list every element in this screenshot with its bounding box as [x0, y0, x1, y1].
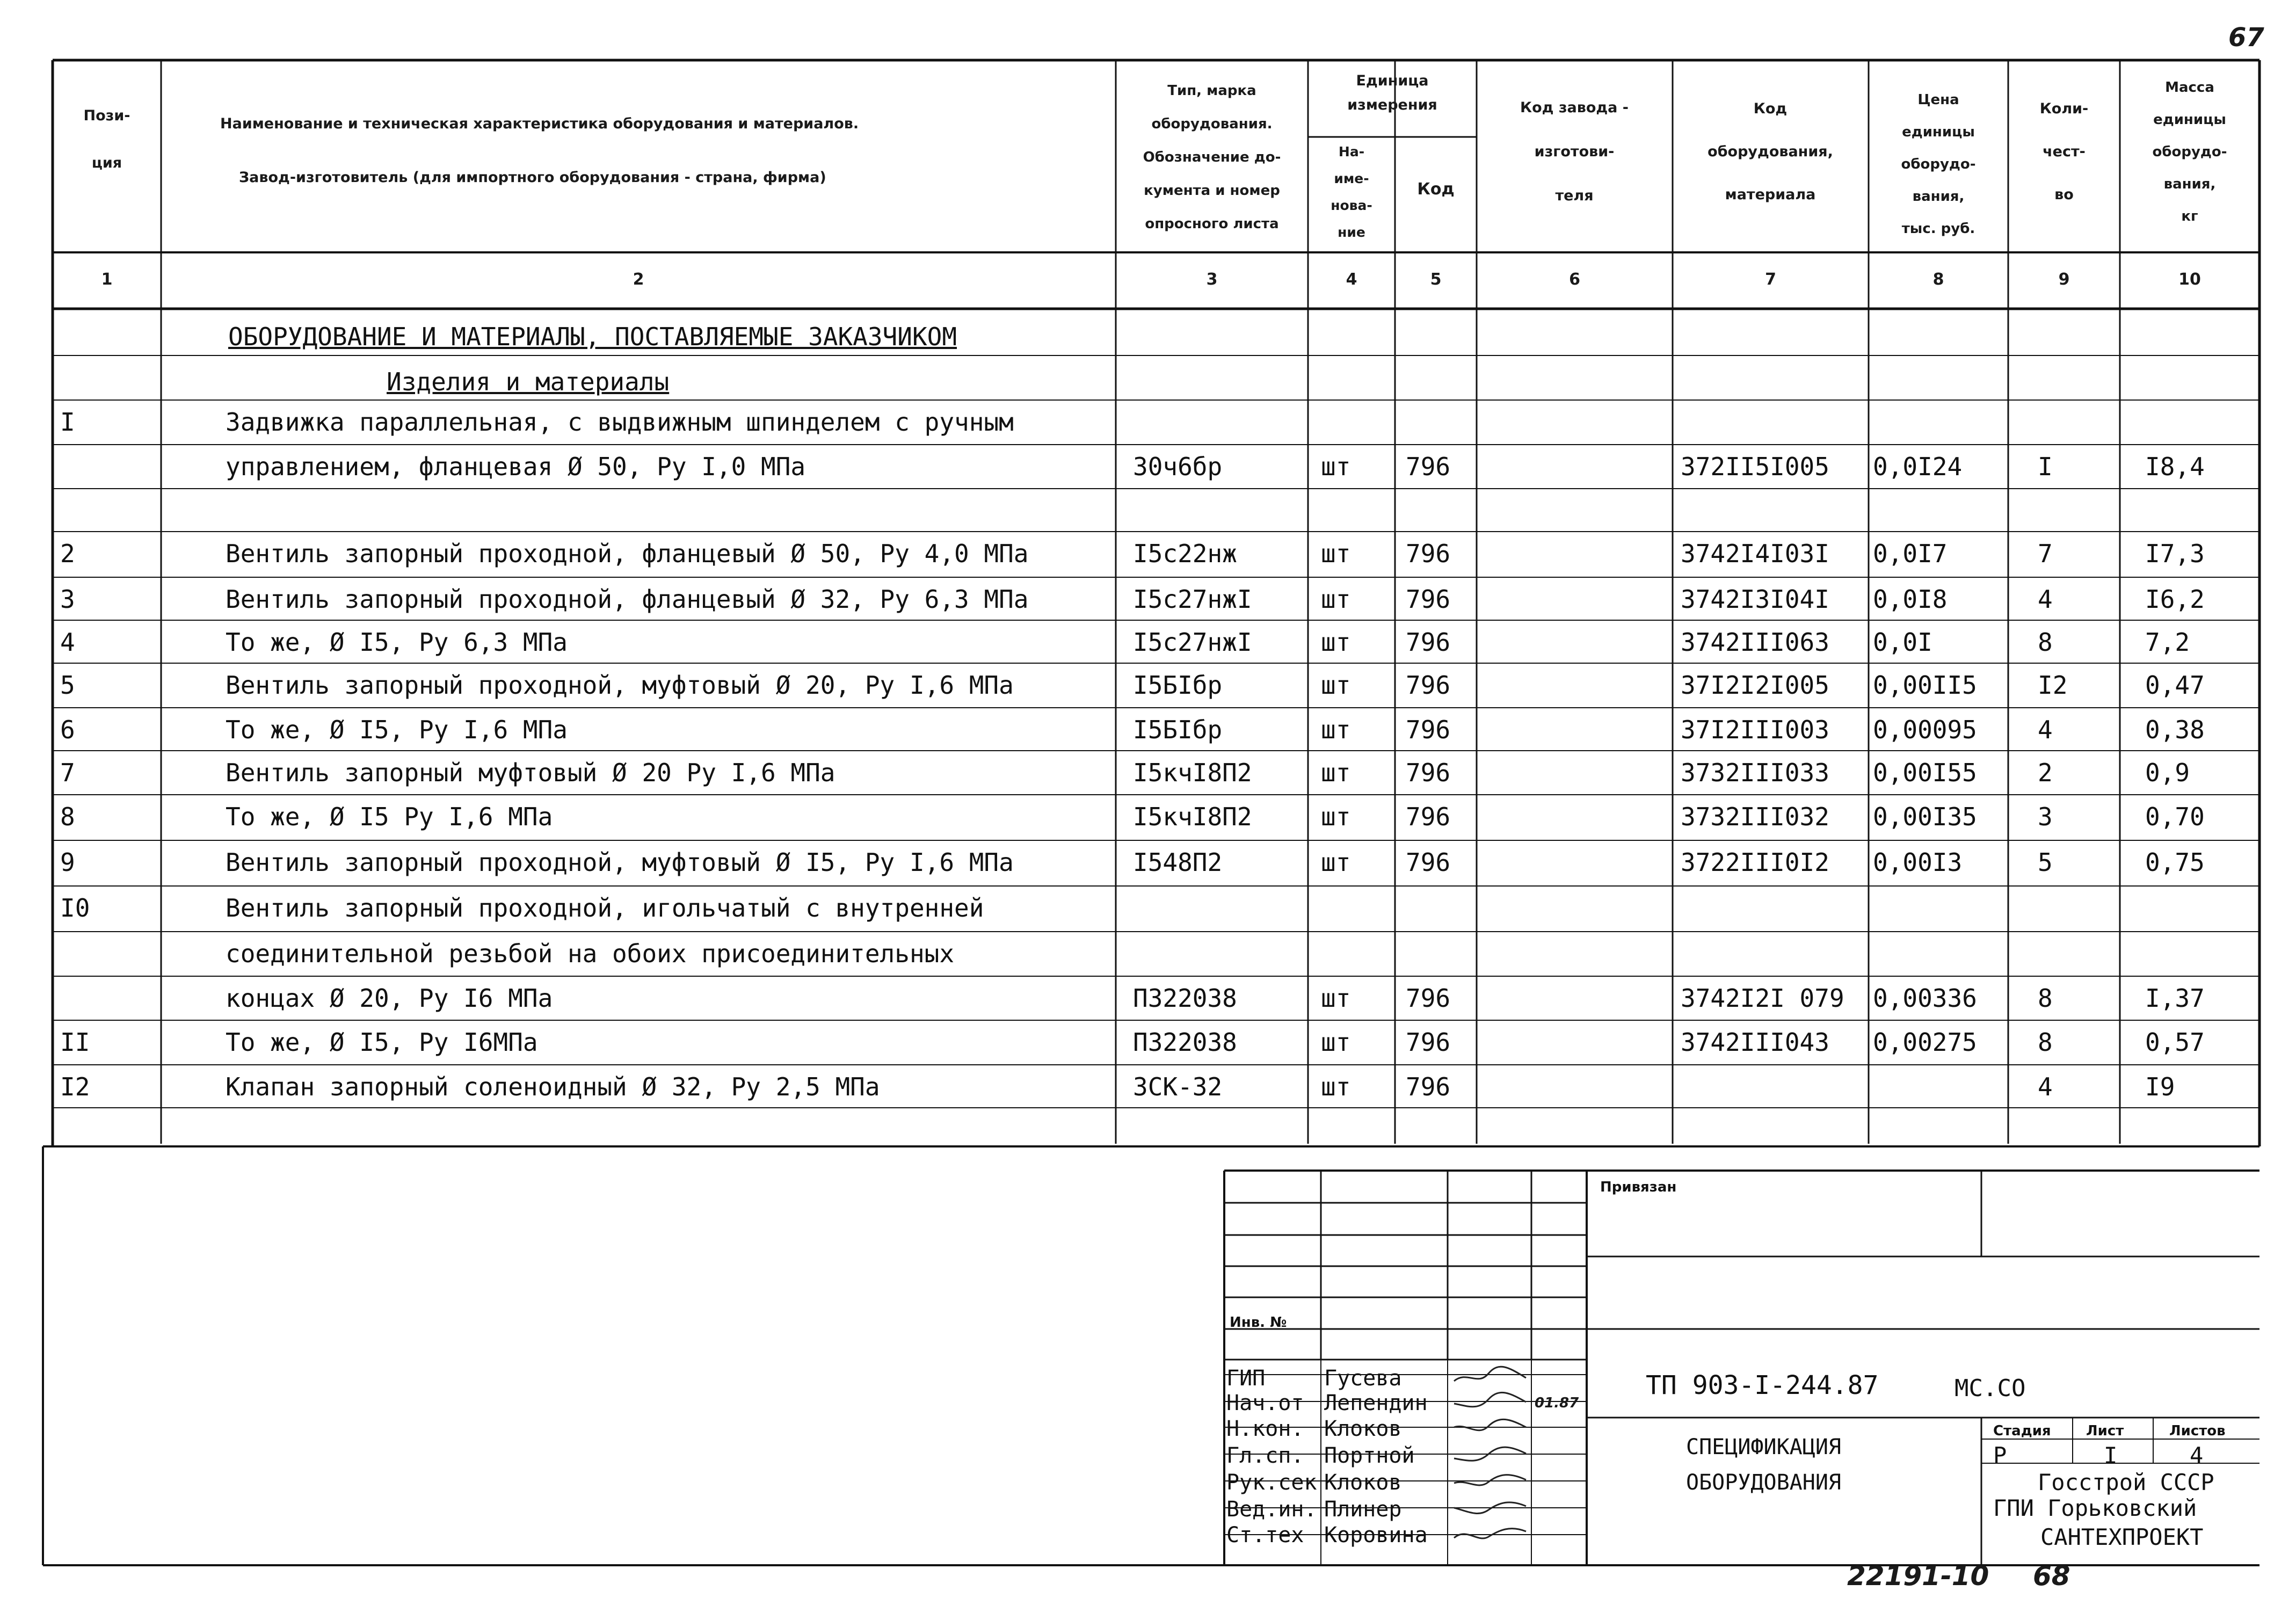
column-number-8: 8 — [1932, 270, 1944, 289]
cell-mass: I8,4 — [2145, 452, 2205, 481]
cell-type: I5c22нж — [1133, 539, 1237, 568]
stamp-name: Гусева — [1324, 1366, 1402, 1391]
stamp-name: Плинер — [1324, 1497, 1402, 1522]
cell-unit: шт — [1321, 715, 1351, 744]
cell-code: 796 — [1406, 671, 1451, 700]
cell-name: То же, Ø I5, Ру 6,3 МПа — [226, 628, 568, 657]
cell-unit: шт — [1321, 758, 1351, 787]
cell-equip-code: 3742I3I04I — [1681, 585, 1829, 614]
stage-label: Стадия — [1993, 1423, 2051, 1439]
cell-qty: 8 — [2038, 1028, 2053, 1057]
cell-qty: 5 — [2038, 848, 2053, 877]
column-number-9: 9 — [2058, 270, 2070, 289]
cell-mass: 0,9 — [2145, 758, 2190, 787]
signature-icon — [1451, 1415, 1531, 1440]
header-type-line-3: Обозначение до- — [1143, 149, 1281, 165]
cell-name: Вентиль запорный проходной, муфтовый Ø 20, Ру I,6 МПа — [226, 671, 1014, 700]
column-number-1: 1 — [101, 270, 113, 289]
column-number-7: 7 — [1765, 270, 1776, 289]
header-unit-name-line-1: На- — [1338, 144, 1365, 159]
signature-date: 01.87 — [1535, 1395, 1579, 1411]
cell-type: I5БIбр — [1133, 715, 1223, 744]
cell-unit: шт — [1321, 1072, 1351, 1101]
cell-pos: I2 — [60, 1072, 90, 1101]
signature-icon — [1451, 1442, 1531, 1467]
section-title: ОБОРУДОВАНИЕ И МАТЕРИАЛЫ, ПОСТАВЛЯЕМЫЕ ЗАКАЗЧИКОМ — [228, 322, 957, 351]
stamp-role: Н.кон. — [1226, 1417, 1304, 1441]
cell-code: 796 — [1406, 1028, 1451, 1057]
cell-pos: 7 — [60, 758, 75, 787]
cell-qty: 7 — [2038, 539, 2053, 568]
sheet-value: I — [2104, 1442, 2118, 1469]
header-mass-line-3: оборудо- — [2152, 144, 2227, 160]
cell-price: 0,0I24 — [1873, 452, 1963, 481]
cell-qty: I2 — [2038, 671, 2068, 700]
page-number-top: 67 — [2228, 23, 2264, 53]
cell-name: То же, Ø I5, Ру I6МПа — [226, 1028, 538, 1057]
cell-qty: I — [2038, 452, 2053, 481]
header-price-line-1: Цена — [1917, 92, 1959, 108]
cell-code: 796 — [1406, 1072, 1451, 1101]
cell-type: I5БIбр — [1133, 671, 1223, 700]
cell-price: 0,00336 — [1873, 984, 1977, 1013]
signature-icon — [1451, 1469, 1531, 1494]
cell-type: П322038 — [1133, 984, 1237, 1013]
stamp-role: Ст.тех — [1226, 1523, 1304, 1548]
cell-equip-code: 3722III0I2 — [1681, 848, 1829, 877]
cell-unit: шт — [1321, 671, 1351, 700]
cell-type: 3СК-32 — [1133, 1072, 1223, 1101]
cell-mass: 0,75 — [2145, 848, 2205, 877]
cell-pos: I0 — [60, 894, 90, 923]
cell-name: управлением, фланцевая Ø 50, Ру I,0 МПа — [226, 452, 806, 481]
header-price-line-5: тыс. руб. — [1901, 221, 1975, 237]
cell-price: 0,00275 — [1873, 1028, 1977, 1057]
stamp-role: ГИП — [1226, 1366, 1266, 1391]
cell-equip-code: 3742I2I 079 — [1681, 984, 1844, 1013]
cell-type: I5c27нжI — [1133, 628, 1252, 657]
cell-type: I548П2 — [1133, 848, 1223, 877]
header-price-line-4: вания, — [1912, 188, 1965, 205]
document-suffix: МС.СО — [1954, 1375, 2026, 1402]
stamp-name: Клоков — [1324, 1470, 1402, 1495]
cell-name: концах Ø 20, Ру I6 МПа — [226, 984, 553, 1013]
cell-equip-code: 37I2III003 — [1681, 715, 1829, 744]
inventory-number-label: Инв. № — [1230, 1314, 1287, 1331]
column-number-3: 3 — [1206, 270, 1218, 289]
cell-equip-code: 372II5I005 — [1681, 452, 1829, 481]
cell-qty: 8 — [2038, 628, 2053, 657]
cell-unit: шт — [1321, 452, 1351, 481]
stamp-name: Портной — [1324, 1443, 1415, 1468]
org-line1: Госстрой СССР — [2038, 1469, 2214, 1495]
cell-type: I5кчI8П2 — [1133, 758, 1252, 787]
column-number-4: 4 — [1346, 270, 1357, 289]
cell-code: 796 — [1406, 585, 1451, 614]
cell-price: 0,00II5 — [1873, 671, 1977, 700]
stamp-role: Нач.от — [1226, 1391, 1304, 1415]
cell-name: Вентиль запорный проходной, фланцевый Ø 32, Ру 6,3 МПа — [226, 585, 1029, 614]
cell-code: 796 — [1406, 984, 1451, 1013]
cell-code: 796 — [1406, 452, 1451, 481]
cell-mass: 0,47 — [2145, 671, 2205, 700]
cell-mass: I,37 — [2145, 984, 2205, 1013]
cell-qty: 2 — [2038, 758, 2053, 787]
column-number-6: 6 — [1569, 270, 1580, 289]
header-type-line-5: опросного листа — [1145, 216, 1279, 232]
cell-equip-code: 3742III043 — [1681, 1028, 1829, 1057]
cell-qty: 4 — [2038, 715, 2053, 744]
cell-qty: 4 — [2038, 585, 2053, 614]
cell-qty: 8 — [2038, 984, 2053, 1013]
header-unit-group-line-1: Единица — [1356, 72, 1429, 89]
header-unit-name-line-4: ние — [1338, 224, 1365, 240]
cell-equip-code: 3742I4I03I — [1681, 539, 1829, 568]
cell-unit: шт — [1321, 984, 1351, 1013]
header-name-line-1: Наименование и техническая характеристика оборудования и материалов. — [220, 115, 859, 132]
cell-code: 796 — [1406, 848, 1451, 877]
header-name-line-2: Завод-изготовитель (для импортного оборудования - страна, фирма) — [239, 169, 826, 186]
privyazan-label: Привязан — [1600, 1179, 1677, 1195]
document-title-line1: СПЕЦИФИКАЦИЯ — [1686, 1435, 1841, 1459]
header-equipment-code-line-3: материала — [1725, 186, 1816, 203]
header-type-line-1: Тип, марка — [1167, 83, 1256, 99]
cell-unit: шт — [1321, 1028, 1351, 1057]
cell-mass: I6,2 — [2145, 585, 2205, 614]
header-mass-line-2: единицы — [2153, 112, 2226, 128]
cell-pos: 5 — [60, 671, 75, 700]
header-type-line-4: кумента и номер — [1144, 183, 1280, 199]
archive-number: 22191-10 — [1847, 1560, 1989, 1592]
cell-equip-code: 3732III032 — [1681, 802, 1829, 831]
cell-mass: 0,57 — [2145, 1028, 2205, 1057]
cell-type: П322038 — [1133, 1028, 1237, 1057]
cell-code: 796 — [1406, 628, 1451, 657]
cell-mass: I9 — [2145, 1072, 2175, 1101]
header-mass-line-5: кг — [2181, 208, 2198, 224]
cell-pos: 2 — [60, 539, 75, 568]
column-number-2: 2 — [633, 270, 644, 289]
header-price-line-2: единицы — [1902, 124, 1975, 140]
sheets-label: Листов — [2169, 1423, 2226, 1439]
stamp-name: Коровина — [1324, 1523, 1428, 1548]
cell-name: То же, Ø I5, Ру I,6 МПа — [226, 715, 568, 744]
header-type-line-2: оборудования. — [1151, 116, 1273, 132]
cell-price: 0,00I3 — [1873, 848, 1963, 877]
cell-mass: 0,38 — [2145, 715, 2205, 744]
header-position-line-1: Пози- — [83, 107, 130, 124]
cell-name: То же, Ø I5 Ру I,6 МПа — [226, 802, 553, 831]
cell-name: Вентиль запорный муфтовый Ø 20 Ру I,6 МПа — [226, 758, 835, 787]
sheet-label: Лист — [2086, 1423, 2124, 1439]
cell-name: Вентиль запорный проходной, фланцевый Ø 50, Ру 4,0 МПа — [226, 539, 1029, 568]
cell-equip-code: 37I2I2I005 — [1681, 671, 1829, 700]
cell-unit: шт — [1321, 802, 1351, 831]
cell-pos: 8 — [60, 802, 75, 831]
cell-pos: 4 — [60, 628, 75, 657]
cell-name: Вентиль запорный проходной, муфтовый Ø I5, Ру I,6 МПа — [226, 848, 1014, 877]
cell-pos: I — [60, 408, 75, 437]
header-quantity-line-2: чест- — [2043, 143, 2086, 160]
header-position-line-2: ция — [91, 155, 122, 171]
stage-value: Р — [1993, 1442, 2007, 1469]
cell-unit: шт — [1321, 539, 1351, 568]
column-number-10: 10 — [2178, 270, 2201, 289]
header-quantity-line-3: во — [2054, 186, 2074, 203]
cell-name: Задвижка параллельная, с выдвижным шпинделем с ручным — [226, 408, 1014, 437]
cell-name: соединительной резьбой на обоих присоединительных — [226, 939, 955, 968]
cell-code: 796 — [1406, 715, 1451, 744]
header-quantity-line-1: Коли- — [2039, 100, 2089, 117]
cell-equip-code: 3732III033 — [1681, 758, 1829, 787]
header-unit-name-line-2: име- — [1334, 171, 1369, 186]
header-price-line-3: оборудо- — [1901, 156, 1976, 172]
header-equipment-code-line-1: Код — [1753, 100, 1788, 117]
cell-pos: 9 — [60, 848, 75, 877]
cell-code: 796 — [1406, 758, 1451, 787]
cell-type: 30ч6бр — [1133, 452, 1223, 481]
cell-pos: II — [60, 1028, 90, 1057]
cell-qty: 3 — [2038, 802, 2053, 831]
cell-pos: 6 — [60, 715, 75, 744]
cell-unit: шт — [1321, 585, 1351, 614]
header-mass-line-4: вания, — [2163, 176, 2216, 192]
stamp-name: Лепендин — [1324, 1391, 1428, 1415]
document-title-line2: ОБОРУДОВАНИЯ — [1686, 1470, 1841, 1495]
header-equipment-code-line-2: оборудования, — [1708, 143, 1833, 160]
cell-type: I5c27нжI — [1133, 585, 1252, 614]
cell-unit: шт — [1321, 848, 1351, 877]
org-line3: САНТЕХПРОЕКТ — [2040, 1524, 2204, 1550]
header-factory-code-line-3: теля — [1555, 187, 1594, 204]
column-number-5: 5 — [1430, 270, 1442, 289]
cell-type: I5кчI8П2 — [1133, 802, 1252, 831]
section-subtitle: Изделия и материалы — [387, 367, 670, 396]
signature-icon — [1451, 1390, 1531, 1414]
stamp-role: Рук.сек — [1226, 1470, 1317, 1495]
stamp-role: Гл.сп. — [1226, 1443, 1304, 1468]
cell-price: 0,0I8 — [1873, 585, 1948, 614]
signature-icon — [1451, 1365, 1531, 1390]
cell-equip-code: 3742III063 — [1681, 628, 1829, 657]
header-unit-name-line-3: нова- — [1331, 198, 1372, 213]
document-code: ТП 903-I-244.87 — [1646, 1370, 1879, 1400]
cell-price: 0,00095 — [1873, 715, 1977, 744]
header-factory-code-line-2: изготови- — [1534, 143, 1615, 160]
cell-price: 0,00I35 — [1873, 802, 1977, 831]
signature-icon — [1451, 1496, 1531, 1521]
stamp-name: Клоков — [1324, 1417, 1402, 1441]
header-unit-group-line-2: измерения — [1347, 97, 1437, 113]
archive-page: 68 — [2033, 1560, 2070, 1592]
cell-mass: 0,70 — [2145, 802, 2205, 831]
cell-code: 796 — [1406, 539, 1451, 568]
header-mass-line-1: Масса — [2165, 79, 2214, 96]
sheets-value: 4 — [2190, 1442, 2204, 1469]
cell-code: 796 — [1406, 802, 1451, 831]
header-factory-code-line-1: Код завода - — [1520, 99, 1629, 116]
cell-pos: 3 — [60, 585, 75, 614]
cell-price: 0,00I55 — [1873, 758, 1977, 787]
cell-mass: 7,2 — [2145, 628, 2190, 657]
cell-unit: шт — [1321, 628, 1351, 657]
header-unit-code-line-1: Код — [1417, 180, 1455, 199]
cell-price: 0,0I — [1873, 628, 1932, 657]
org-line2: ГПИ Горьковский — [1993, 1495, 2197, 1521]
cell-qty: 4 — [2038, 1072, 2053, 1101]
cell-name: Клапан запорный соленоидный Ø 32, Ру 2,5 МПа — [226, 1072, 880, 1101]
stamp-role: Вед.ин. — [1226, 1497, 1317, 1522]
cell-name: Вентиль запорный проходной, игольчатый с внутренней — [226, 894, 984, 923]
cell-price: 0,0I7 — [1873, 539, 1948, 568]
cell-mass: I7,3 — [2145, 539, 2205, 568]
signature-icon — [1451, 1522, 1531, 1546]
